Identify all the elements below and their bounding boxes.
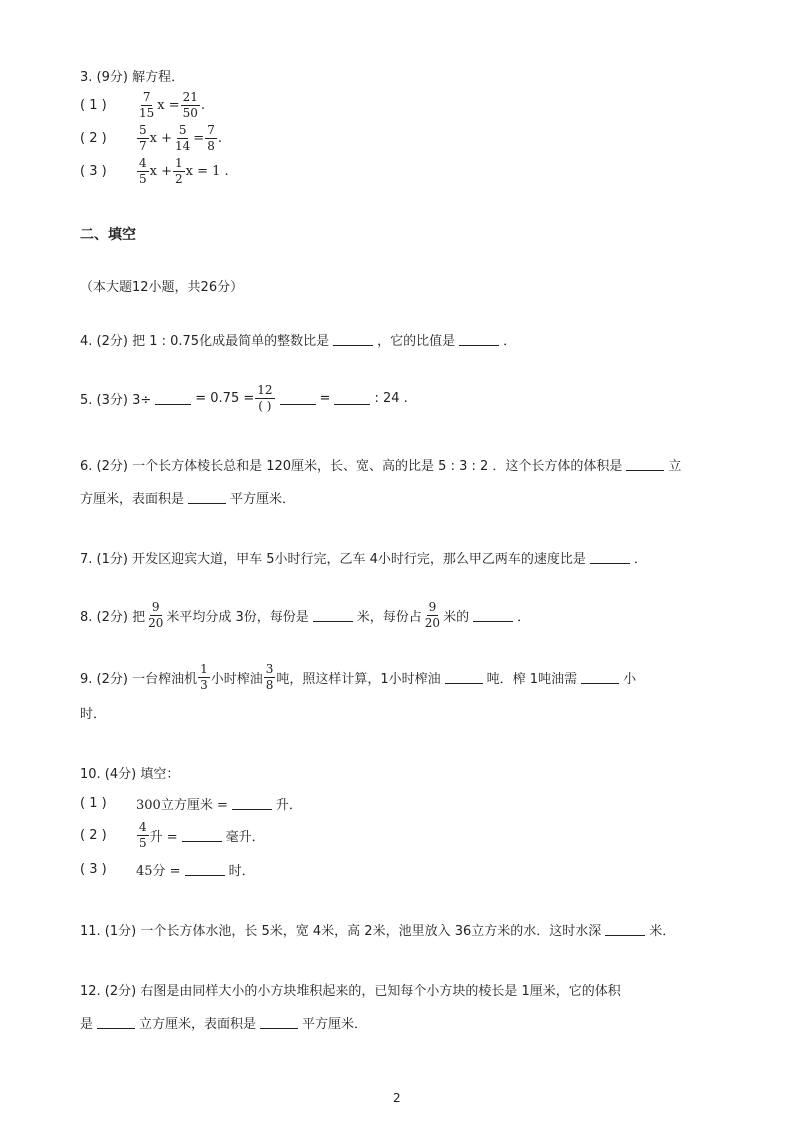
answer-blank[interactable] — [590, 551, 630, 564]
fraction-denominator: 8 — [265, 678, 274, 692]
answer-blank[interactable] — [334, 392, 370, 405]
fraction — [255, 383, 274, 414]
text-segment: 方厘米，表面积是 — [80, 492, 185, 507]
fraction — [181, 90, 200, 121]
fraction-denominator: 20 — [424, 616, 441, 630]
text-segment: ． — [503, 334, 517, 349]
text-segment: 米，每份占 — [356, 610, 422, 625]
text-segment: 吨．榨 1吨油需 — [486, 672, 578, 687]
fraction-denominator: 5 — [139, 836, 147, 850]
fraction-denominator: 20 — [148, 616, 164, 630]
answer-blank[interactable] — [232, 797, 272, 810]
fraction-numerator: 5 — [178, 123, 187, 137]
answer-blank[interactable] — [459, 333, 499, 346]
part-label: ( 3 ) — [80, 862, 107, 877]
q10-heading: 10. (4分) 填空： — [80, 767, 180, 782]
text-segment: x + — [149, 131, 172, 146]
fraction-numerator: 12 — [257, 383, 273, 397]
text-segment: ． — [633, 552, 647, 567]
text-segment: = 0.75 = — [195, 391, 255, 406]
fraction-numerator: 4 — [139, 156, 147, 170]
part-label: ( 2 ) — [80, 131, 107, 146]
text-segment: 45分 = — [136, 864, 181, 879]
fraction — [137, 156, 149, 187]
text-segment: 12. (2分) 右图是由同样大小的小方块堆积起来的，已知每个小方块的棱长是 1厘米，它的体积 — [80, 984, 621, 999]
q3-part-1 — [80, 90, 205, 121]
answer-blank[interactable] — [182, 829, 222, 842]
fraction-numerator: 21 — [182, 90, 198, 104]
answer-blank[interactable] — [185, 863, 225, 876]
part-label: ( 1 ) — [80, 98, 107, 113]
text-segment: 毫升． — [225, 830, 265, 845]
question-5 — [80, 383, 408, 414]
fraction-denominator: 8 — [207, 139, 215, 153]
text-segment: 8. (2分) 把 — [80, 610, 146, 625]
equation — [136, 794, 302, 813]
question-4 — [80, 330, 516, 349]
question-6-line-1 — [80, 455, 681, 474]
answer-blank[interactable] — [333, 333, 373, 346]
part-label: ( 1 ) — [80, 796, 107, 811]
answer-blank[interactable] — [473, 609, 513, 622]
text-segment: = — [319, 391, 331, 406]
text-segment: 9. (2分) 一台榨油机 — [80, 672, 198, 687]
part-label: ( 3 ) — [80, 164, 107, 179]
fraction-numerator: 7 — [207, 123, 215, 137]
answer-blank[interactable] — [626, 458, 664, 471]
text-segment: . — [200, 98, 206, 113]
text-segment: 立方厘米，表面积是 — [139, 1017, 257, 1032]
text-segment: 升． — [275, 798, 302, 813]
q10-part-3 — [80, 860, 255, 879]
text-segment: ，它的比值是 — [377, 334, 456, 349]
answer-blank[interactable] — [155, 392, 191, 405]
q10-part-2 — [80, 820, 265, 851]
fraction-numerator: 9 — [151, 600, 160, 614]
fraction-denominator: 3 — [200, 678, 208, 692]
text-segment: 小时榨油 — [210, 672, 263, 687]
text-segment: x = — [157, 98, 180, 113]
fraction-denominator: 2 — [175, 172, 183, 186]
section-subtitle: （本大题12小题，共26分） — [80, 280, 244, 295]
part-label: ( 2 ) — [80, 828, 107, 843]
fraction — [198, 662, 210, 693]
equation — [136, 860, 255, 879]
fraction — [137, 820, 149, 851]
text-segment: 4. (2分) 把 1 : 0.75化成最简单的整数比是 — [80, 334, 330, 349]
fraction — [264, 662, 276, 693]
text-segment: 米的 — [443, 610, 470, 625]
fraction-denominator: 5 — [139, 172, 147, 186]
section-title: 二、填空 — [80, 227, 136, 243]
text-segment: 300立方厘米 = — [136, 798, 228, 813]
text-segment: 立 — [668, 459, 682, 474]
fraction-numerator: 3 — [265, 662, 274, 676]
question-7 — [80, 548, 647, 567]
text-segment: : 24 . — [374, 391, 408, 406]
q3-part-2 — [80, 123, 222, 154]
text-segment: 平方厘米． — [302, 1017, 368, 1032]
text-segment: = — [193, 131, 205, 146]
equation — [136, 820, 265, 851]
text-segment: . — [217, 131, 222, 146]
fraction — [173, 156, 185, 187]
fraction-numerator: 1 — [200, 662, 208, 676]
fraction — [423, 600, 442, 631]
answer-blank[interactable] — [581, 671, 619, 684]
answer-blank[interactable] — [188, 491, 226, 504]
fraction-numerator: 5 — [139, 123, 147, 137]
question-9-line-2 — [80, 703, 106, 722]
equation — [136, 90, 205, 121]
fraction — [146, 600, 165, 631]
fraction-numerator: 7 — [142, 90, 151, 104]
question-6-line-2 — [80, 488, 295, 507]
text-segment: 6. (2分) 一个长方体棱长总和是 120厘米，长、宽、高的比是 5 : 3 : 2 ．这个长方体的体积是 — [80, 459, 623, 474]
fraction — [205, 123, 217, 154]
question-12-line-2 — [80, 1013, 367, 1032]
text-segment: 11. (1分) 一个长方体水池，长 5米，宽 4米，高 2米，池里放入 36立方米的水．这时水深 — [80, 924, 602, 939]
q10-part-1 — [80, 794, 302, 813]
text-segment: x + — [149, 164, 172, 179]
text-segment: 是 — [80, 1017, 94, 1032]
question-8 — [80, 600, 530, 631]
text-segment: 平方厘米． — [230, 492, 296, 507]
page-number: 2 — [393, 1091, 401, 1105]
fraction-denominator: ( ) — [258, 399, 272, 413]
text-segment: 吨，照这样计算，1小时榨油 — [276, 672, 441, 687]
text-segment: ． — [517, 610, 531, 625]
fraction-denominator: 7 — [139, 139, 147, 153]
answer-blank[interactable] — [260, 1016, 298, 1029]
question-12-line-1 — [80, 980, 621, 999]
answer-blank[interactable] — [313, 609, 353, 622]
fraction-numerator: 4 — [139, 820, 147, 834]
text-segment: 米． — [649, 924, 676, 939]
text-segment: 升 = — [149, 830, 178, 845]
answer-blank[interactable] — [97, 1016, 135, 1029]
q3-heading: 3. (9分) 解方程． — [80, 70, 185, 85]
question-11 — [80, 920, 675, 939]
fraction-denominator: 15 — [139, 106, 155, 120]
text-segment: x = 1 . — [185, 164, 229, 179]
fraction-denominator: 14 — [175, 139, 191, 153]
question-9-line-1 — [80, 662, 636, 693]
text-segment: 小 — [623, 672, 637, 687]
q3-part-3 — [80, 156, 229, 187]
answer-blank[interactable] — [445, 671, 483, 684]
text-segment: 7. (1分) 开发区迎宾大道，甲车 5小时行完，乙车 4小时行完，那么甲乙两车的速度比是 — [80, 552, 586, 567]
text-segment: 时． — [228, 864, 255, 879]
fraction-denominator: 50 — [182, 106, 198, 120]
text-segment: 5. (3分) 3÷ — [80, 393, 152, 408]
text-segment: 米平均分成 3份，每份是 — [166, 610, 309, 625]
fraction-numerator: 1 — [175, 156, 183, 170]
text-segment: 时． — [80, 707, 107, 722]
equation — [136, 123, 222, 154]
fraction — [137, 123, 149, 154]
equation — [136, 156, 229, 187]
fraction — [173, 123, 192, 154]
answer-blank[interactable] — [280, 392, 316, 405]
fraction-numerator: 9 — [428, 600, 437, 614]
answer-blank[interactable] — [605, 923, 645, 936]
fraction — [137, 90, 156, 121]
